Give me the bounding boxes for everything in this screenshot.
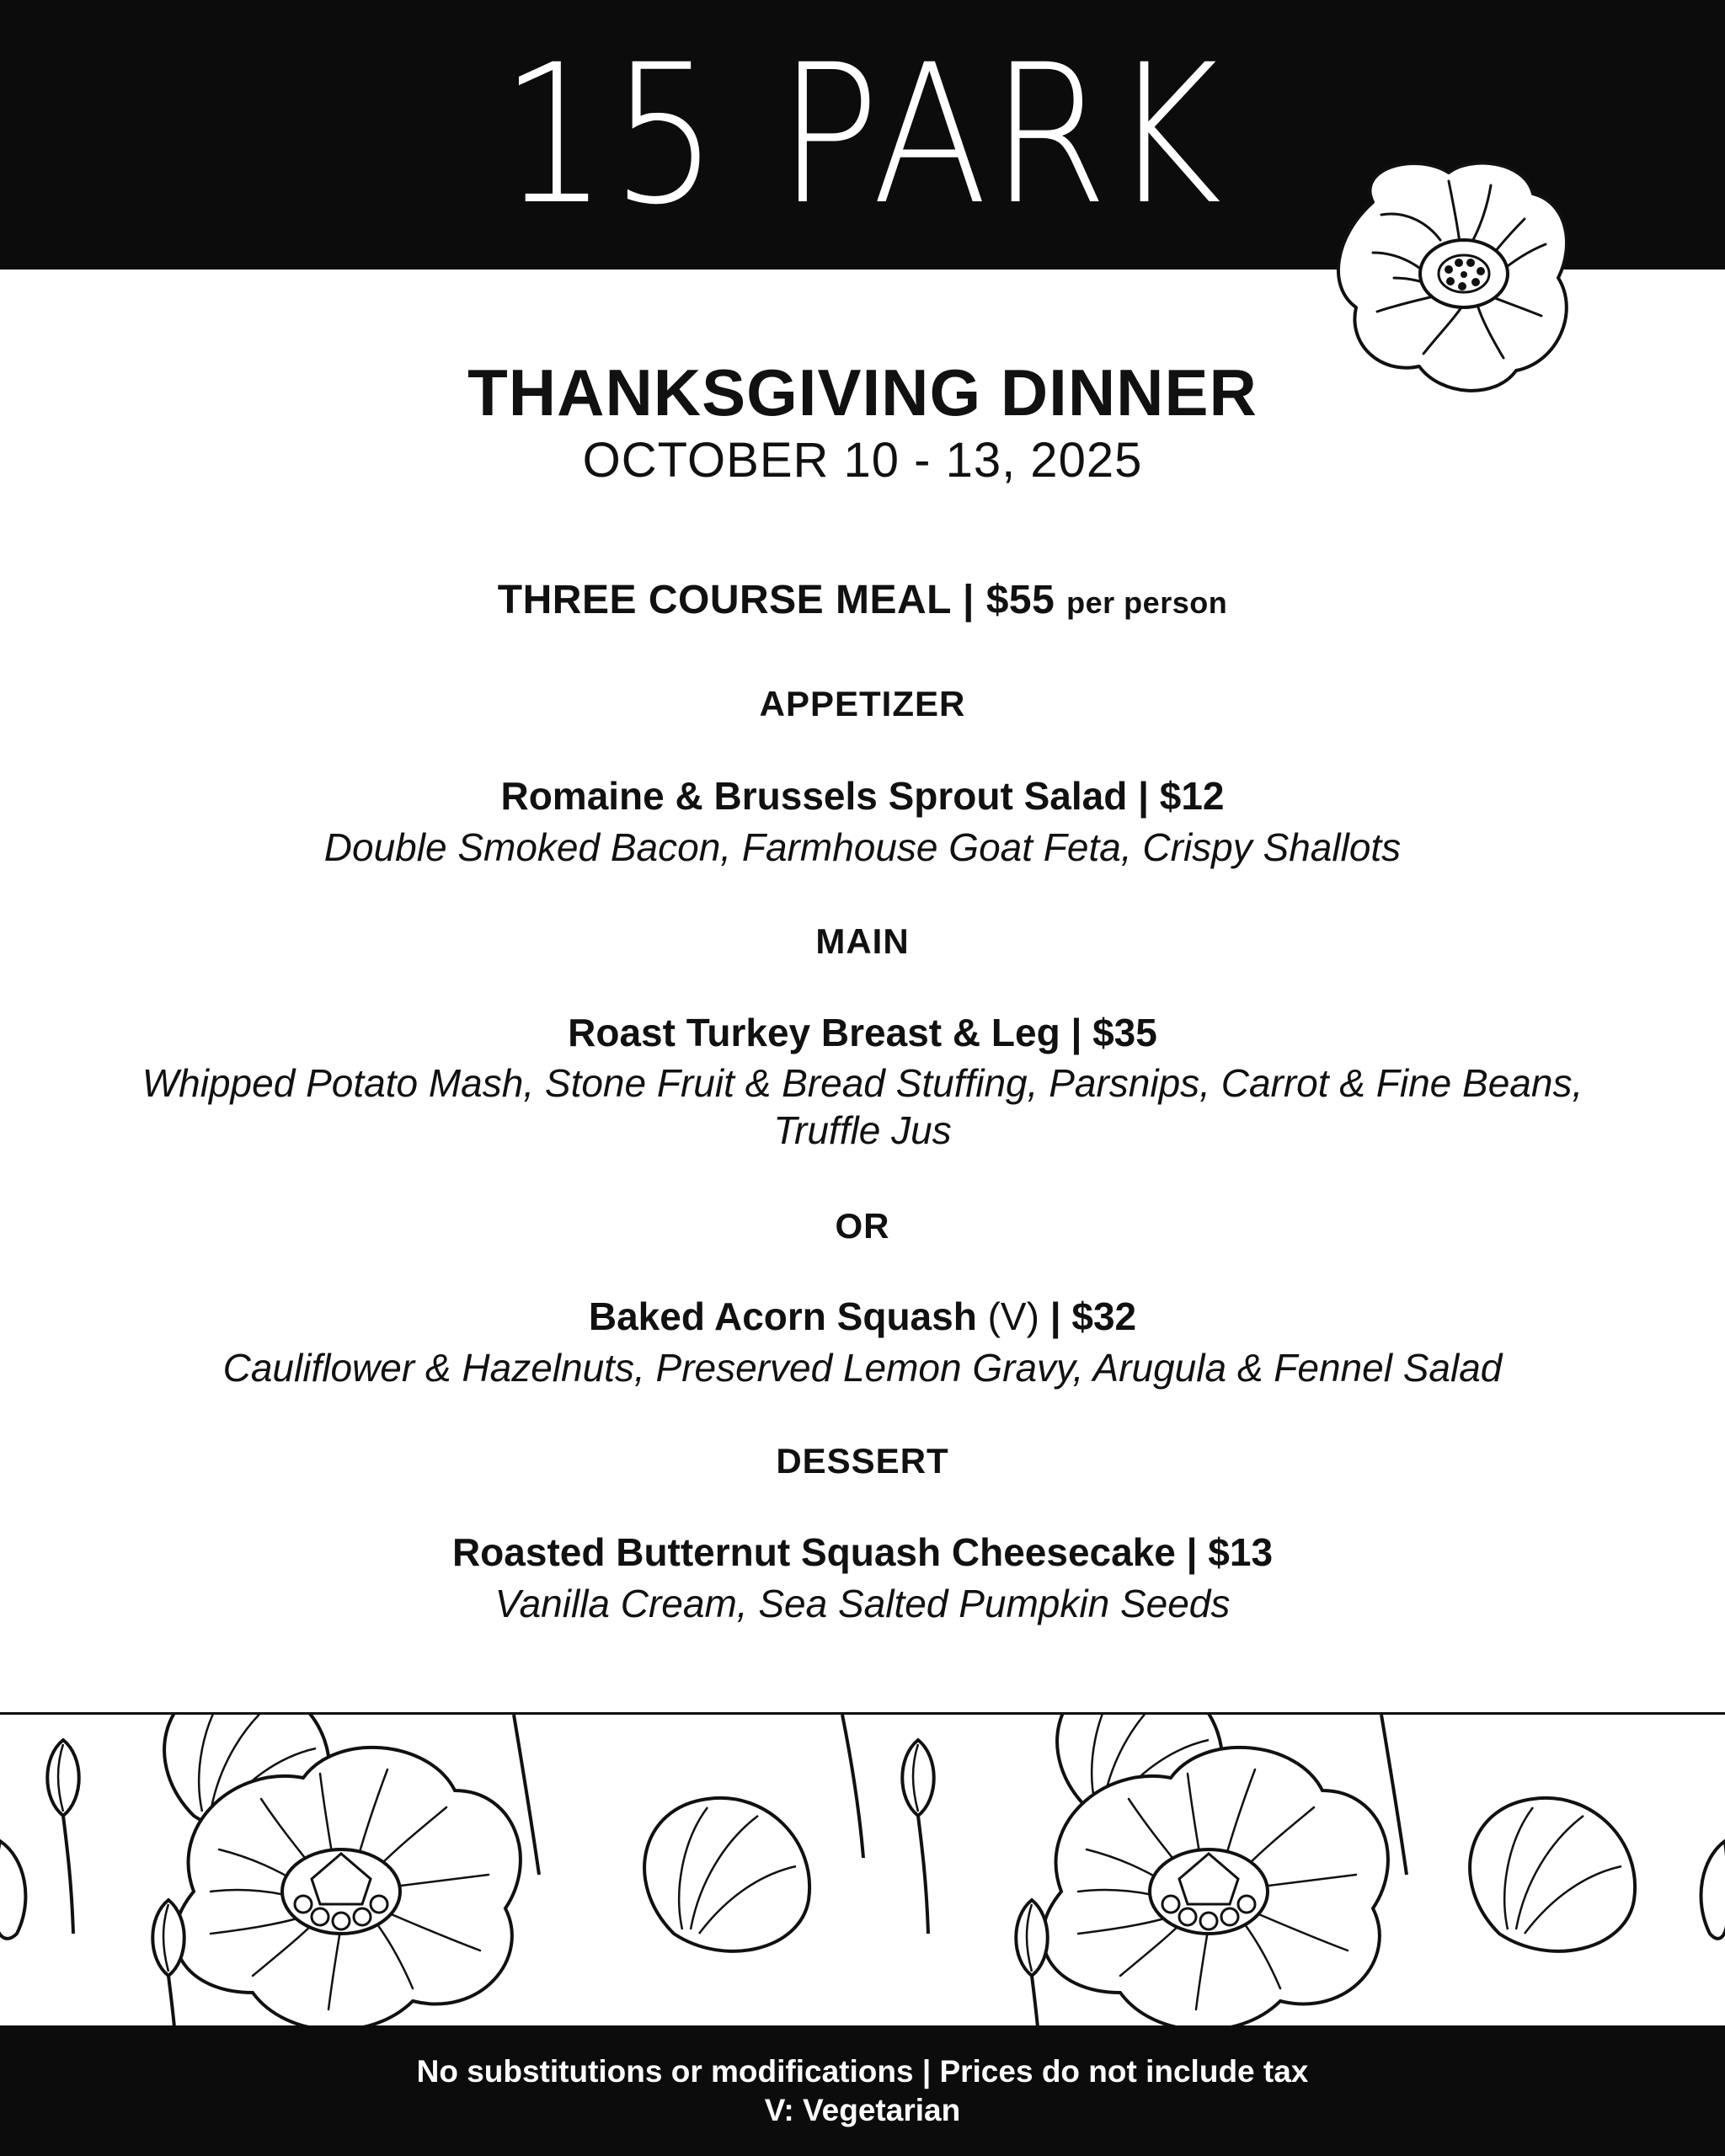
event-title: THANKSGIVING DINNER (467, 355, 1258, 430)
section-heading-appetizer: APPETIZER (759, 684, 966, 723)
dish-description-main-alt: Cauliflower & Hazelnuts, Preserved Lemon Gravy, Arugula & Fennel Salad (222, 1346, 1503, 1390)
poppy-floral-illustration (0, 1715, 1725, 2028)
dish-name-main: Roast Turkey Breast & Leg | $35 (568, 1011, 1157, 1054)
footer-band (0, 2025, 1725, 2156)
brand-logo: 15 PARK (499, 23, 1226, 247)
dish-name-main-alt (0, 1291, 1725, 1342)
footer-note: No substitutions or modifications | Prices do not include tax (416, 2054, 1309, 2089)
dish-name-dessert: Roasted Butternut Squash Cheesecake | $13 (451, 1530, 1274, 1574)
event-dates: OCTOBER 10 - 13, 2025 (582, 433, 1143, 488)
section-heading-dessert: DESSERT (776, 1441, 949, 1481)
dish-description-appetizer: Double Smoked Bacon, Farmhouse Goat Feta, Crispy Shallots (323, 825, 1402, 869)
alt-dish-price: | $32 (1049, 1294, 1137, 1338)
dish-description-dessert: Vanilla Cream, Sea Salted Pumpkin Seeds (494, 1582, 1231, 1625)
offer-per-person: per person (1066, 585, 1228, 620)
alt-dish-title: Baked Acorn Squash (588, 1294, 977, 1338)
dish-name-appetizer: Romaine & Brussels Sprout Salad | $12 (500, 774, 1225, 818)
poppy-floral-border (0, 1712, 1725, 2028)
offer-line (0, 574, 1725, 629)
or-separator: OR (835, 1206, 890, 1246)
offer-label: THREE COURSE MEAL | $55 (497, 578, 1055, 622)
vegetarian-marker: (V) (987, 1294, 1039, 1338)
dish-description-main-line2: Truffle Jus (773, 1108, 952, 1152)
dish-description-main-line1: Whipped Potato Mash, Stone Fruit & Bread Stuffing, Parsnips, Carrot & Fine Beans, (142, 1061, 1583, 1105)
footer-legend: V: Vegetarian (764, 2093, 961, 2127)
section-heading-main: MAIN (815, 921, 910, 961)
